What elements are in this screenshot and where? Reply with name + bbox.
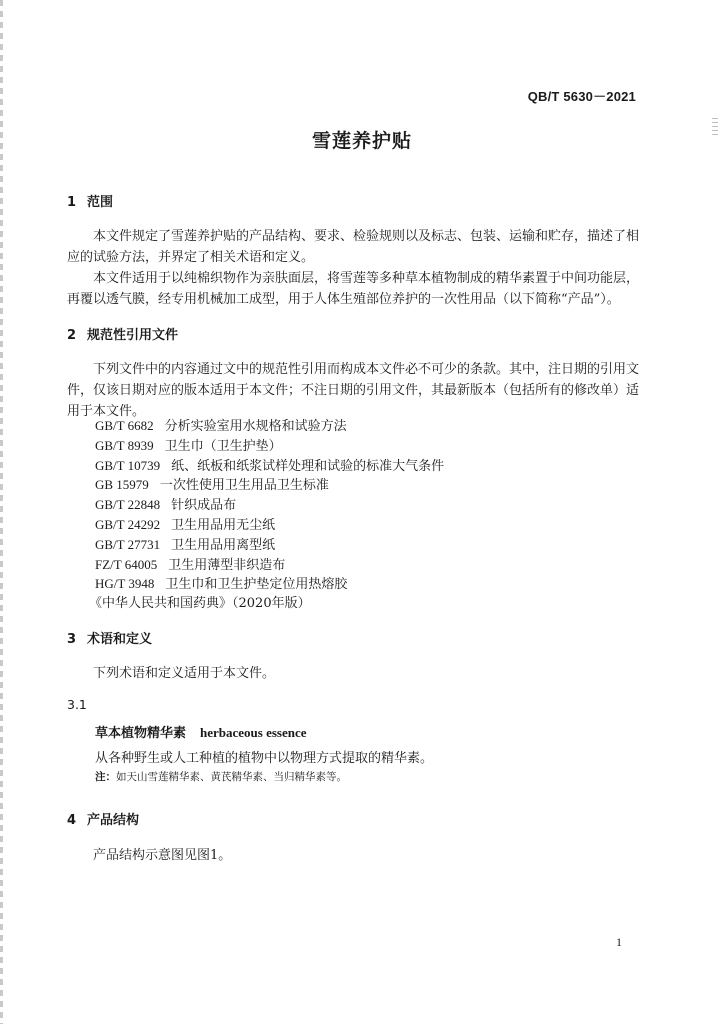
section-number: 1 <box>67 195 77 210</box>
term-chinese: 草本植物精华素 <box>95 726 187 741</box>
standard-code: QB/T 5630－2021 <box>527 89 636 104</box>
reference-code: GB/T 6682 <box>95 418 154 433</box>
reference-name: 一次性使用卫生用品卫生标准 <box>159 478 329 494</box>
scope-paragraph-2: 本文件适用于以纯棉织物作为亲肤面层，将雪莲等多种草本植物制成的精华素置于中间功能层，再覆以透气膜，经专用机械加工成型，用于人体生殖部位养护的一次性用品（以下简称“产品”）。 <box>67 271 640 307</box>
reference-name: 纸、纸板和纸浆试样处理和试验的标准大气条件 <box>171 458 445 474</box>
section-1-heading <box>67 191 113 210</box>
reference-code: GB/T 24292 <box>95 516 161 532</box>
reference-code: GB/T 10739 <box>95 457 161 473</box>
reference-item <box>95 416 444 436</box>
section-title: 范围 <box>87 195 114 210</box>
reference-name: 针织成品布 <box>171 498 237 514</box>
term-definition: 从各种野生或人工种植的植物中以物理方式提取的精华素。 <box>95 751 434 766</box>
reference-item <box>89 594 444 614</box>
page-number: 1 <box>616 935 622 949</box>
term-note <box>95 769 347 784</box>
reference-item <box>95 456 444 476</box>
reference-item <box>95 555 444 575</box>
reference-item <box>95 475 444 495</box>
note-text: 如天山雪莲精华素、黄芪精华素、当归精华素等。 <box>116 771 347 783</box>
reference-code: HG/T 3948 <box>95 576 155 592</box>
references-intro: 下列文件中的内容通过文中的规范性引用而构成本文件必不可少的条款。其中，注日期的引用文件，仅该日期对应的版本适用于本文件；不注日期的引用文件，其最新版本（包括所有的修改单）适用于本文件。 <box>67 362 640 419</box>
binding-margin-rule <box>0 0 3 1024</box>
structure-paragraph: 产品结构示意图见图1。 <box>93 848 232 863</box>
term-english: herbaceous essence <box>200 725 307 740</box>
subsection-number: 3.1 <box>67 697 87 712</box>
reference-code: FZ/T 64005 <box>95 556 158 572</box>
scope-paragraph-1: 本文件规定了雪莲养护贴的产品结构、要求、检验规则以及标志、包装、运输和贮存，描述了相应的试验方法，并界定了相关术语和定义。 <box>67 229 640 265</box>
section-number: 2 <box>67 328 77 343</box>
note-label: 注： <box>95 771 116 783</box>
reference-code: GB/T 27731 <box>95 536 161 552</box>
document-title: 雪莲养护贴 <box>311 130 412 152</box>
section-4-heading <box>67 809 139 828</box>
reference-name: 分析实验室用水规格和试验方法 <box>164 419 347 434</box>
term-entry <box>95 722 307 741</box>
reference-name: 卫生巾（卫生护垫） <box>164 438 282 454</box>
reference-item <box>95 535 444 555</box>
reference-name: 卫生用品用离型纸 <box>171 537 276 553</box>
section-number: 4 <box>67 813 77 828</box>
reference-name: 《中华人民共和国药典》（2020年版） <box>89 596 311 612</box>
reference-item <box>95 574 444 594</box>
reference-name: 卫生用薄型非织造布 <box>168 557 286 573</box>
section-title: 术语和定义 <box>87 632 153 647</box>
reference-code: GB 15979 <box>95 477 149 493</box>
reference-item <box>95 436 444 456</box>
terms-intro: 下列术语和定义适用于本文件。 <box>93 666 276 681</box>
section-title: 规范性引用文件 <box>87 328 179 343</box>
reference-item <box>95 495 444 515</box>
section-2-heading <box>67 324 178 343</box>
reference-item <box>95 515 444 535</box>
section-title: 产品结构 <box>87 813 140 828</box>
reference-name: 卫生用品用无尘纸 <box>171 517 276 533</box>
reference-code: GB/T 22848 <box>95 497 161 513</box>
section-number: 3 <box>67 632 77 647</box>
reference-list <box>89 416 445 614</box>
reference-name: 卫生巾和卫生护垫定位用热熔胶 <box>165 577 348 593</box>
section-3-heading <box>67 628 152 647</box>
reference-code: GB/T 8939 <box>95 437 154 453</box>
